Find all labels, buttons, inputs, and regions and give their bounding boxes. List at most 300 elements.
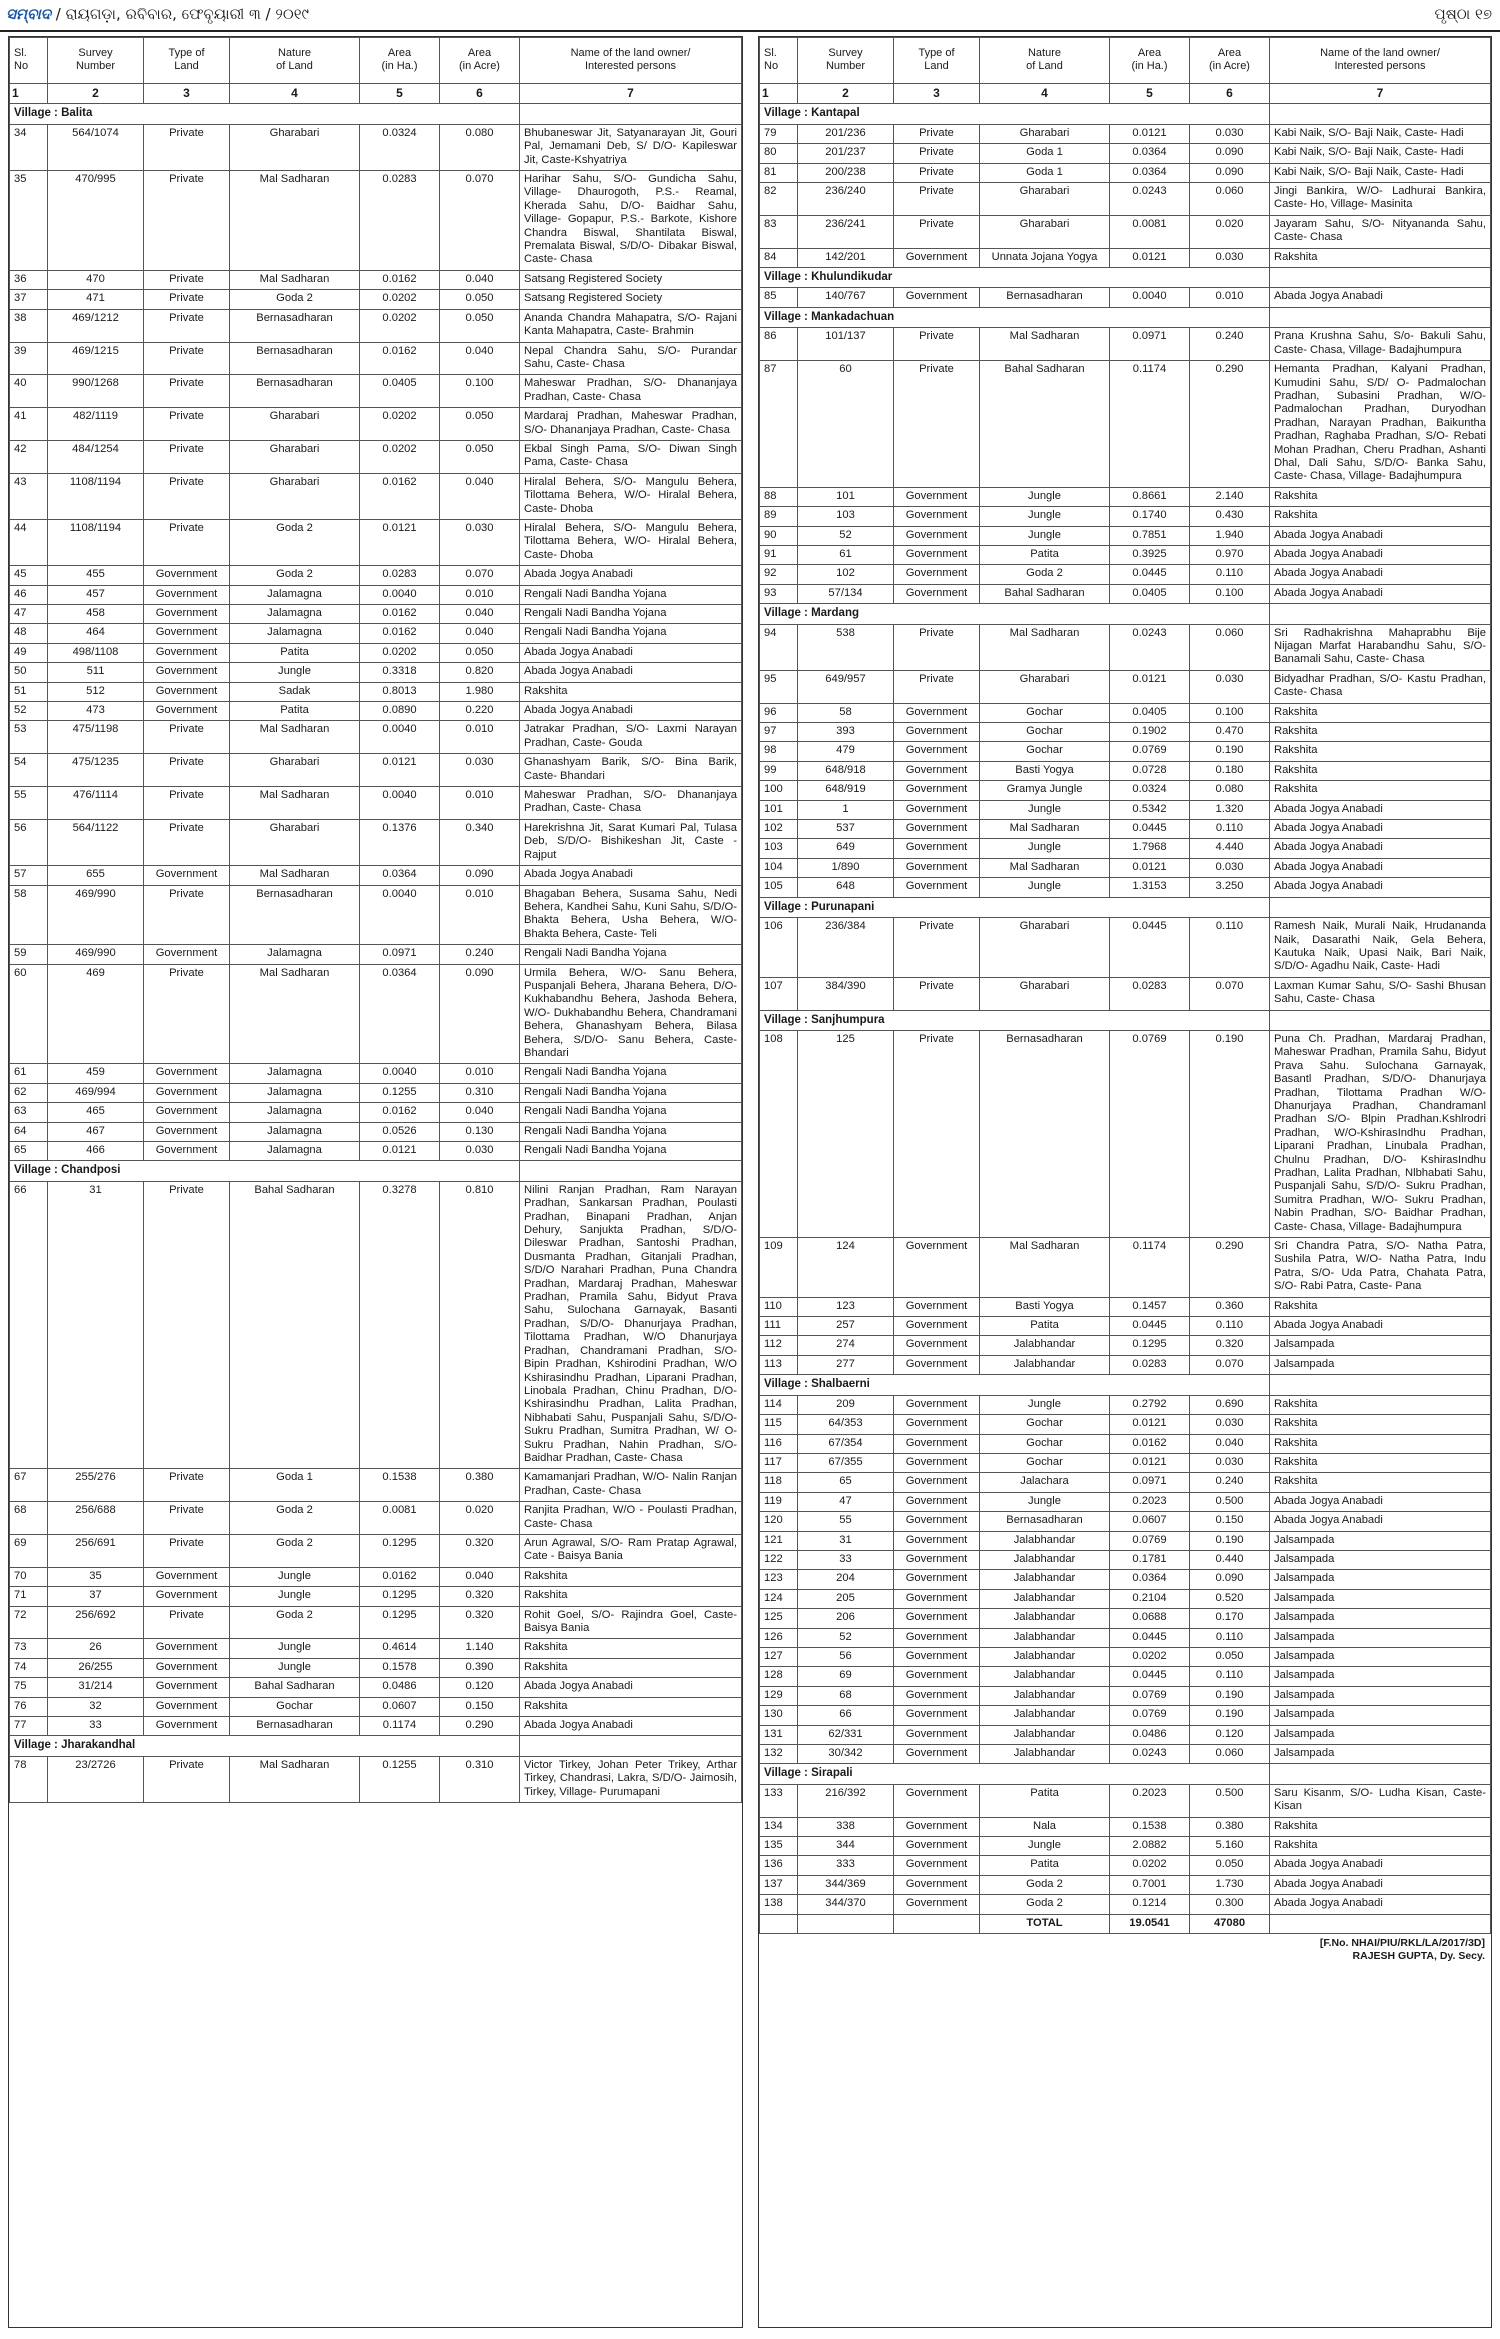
cell-land-type: Private <box>894 163 980 182</box>
cell-area-acre: 0.060 <box>1190 1745 1270 1764</box>
cell-land-type: Government <box>144 566 230 585</box>
table-row <box>760 507 1491 526</box>
cell-area-acre: 0.090 <box>1190 163 1270 182</box>
cell-sl-no: 48 <box>10 624 48 643</box>
table-row <box>10 585 742 604</box>
cell-sl-no: 131 <box>760 1725 798 1744</box>
cell-land-type: Private <box>144 290 230 309</box>
cell-land-type: Government <box>894 858 980 877</box>
cell-land-type: Private <box>144 342 230 375</box>
cell-owner-name: Abada Jogya Anabadi <box>1270 820 1491 839</box>
cell-area-ha: 0.0607 <box>1110 1512 1190 1531</box>
cell-land-nature: Jungle <box>980 526 1110 545</box>
cell-survey-number: 103 <box>798 507 894 526</box>
cell-owner-name: Laxman Kumar Sahu, S/O- Sashi Bhusan Sahu, Caste- Chasa <box>1270 977 1491 1010</box>
cell-survey-number: 64/353 <box>798 1415 894 1434</box>
cell-area-ha: 0.1295 <box>360 1606 440 1639</box>
cell-owner-name: Jalsampada <box>1270 1550 1491 1569</box>
cell-land-nature: Jungle <box>980 839 1110 858</box>
table-row <box>760 565 1491 584</box>
cell-area-ha: 0.0364 <box>1110 163 1190 182</box>
cell-owner-name: Rakshita <box>1270 248 1491 267</box>
cell-sl-no: 99 <box>760 761 798 780</box>
cell-land-type: Private <box>144 787 230 820</box>
cell-survey-number: 68 <box>798 1686 894 1705</box>
cell-land-nature: Gharabari <box>230 124 360 170</box>
cell-survey-number: 67/355 <box>798 1453 894 1472</box>
cell-survey-number: 35 <box>48 1567 144 1586</box>
cell-survey-number: 538 <box>798 624 894 670</box>
table-header-row <box>10 38 742 84</box>
cell-sl-no: 76 <box>10 1697 48 1716</box>
village-heading-row <box>760 604 1491 624</box>
cell-owner-name: Abada Jogya Anabadi <box>520 643 742 662</box>
cell-land-nature: Bernasadharan <box>230 309 360 342</box>
table-row <box>10 624 742 643</box>
cell-land-nature: Jalabhandar <box>980 1570 1110 1589</box>
cell-area-acre: 0.020 <box>440 1502 520 1535</box>
cell-sl-no: 82 <box>760 183 798 216</box>
cell-land-nature: Gochar <box>980 723 1110 742</box>
cell-sl-no: 108 <box>760 1030 798 1237</box>
cell-area-ha: 0.0202 <box>360 309 440 342</box>
cell-area-acre: 0.050 <box>440 643 520 662</box>
cell-sl-no: 57 <box>10 866 48 885</box>
cell-area-ha: 0.1255 <box>360 1083 440 1102</box>
cell-survey-number: 458 <box>48 605 144 624</box>
cell-area-acre: 0.050 <box>1190 1856 1270 1875</box>
village-name: Village : Mankadachuan <box>760 307 1270 327</box>
cell-survey-number: 209 <box>798 1395 894 1414</box>
cell-land-type: Government <box>894 1453 980 1472</box>
cell-sl-no: 109 <box>760 1238 798 1298</box>
cell-sl-no: 92 <box>760 565 798 584</box>
cell-land-type: Government <box>894 1875 980 1894</box>
cell-area-ha: 0.0202 <box>360 290 440 309</box>
cell-land-type: Government <box>894 1647 980 1666</box>
col-header-type: Type of Land <box>144 38 230 84</box>
cell-land-type: Private <box>894 183 980 216</box>
cell-survey-number: 655 <box>48 866 144 885</box>
cell-land-type: Government <box>144 1083 230 1102</box>
cell-land-nature: Jungle <box>980 487 1110 506</box>
cell-area-acre: 0.090 <box>440 866 520 885</box>
cell-land-nature: Mal Sadharan <box>980 820 1110 839</box>
cell-survey-number: 123 <box>798 1297 894 1316</box>
cell-survey-number: 469/1215 <box>48 342 144 375</box>
cell-land-nature: Bernasadharan <box>980 288 1110 307</box>
cell-land-type: Government <box>894 1856 980 1875</box>
cell-area-ha: 0.0162 <box>360 270 440 289</box>
cell-owner-name: Rakshita <box>520 1697 742 1716</box>
cell-survey-number: 52 <box>798 526 894 545</box>
cell-land-nature: Jungle <box>980 1395 1110 1414</box>
cell-survey-number: 61 <box>798 545 894 564</box>
table-row <box>10 787 742 820</box>
cell-area-ha: 0.0243 <box>1110 1745 1190 1764</box>
cell-land-type: Government <box>144 1103 230 1122</box>
cell-area-acre: 4.440 <box>1190 839 1270 858</box>
cell-land-nature: Jalabhandar <box>980 1336 1110 1355</box>
cell-survey-number: 465 <box>48 1103 144 1122</box>
cell-sl-no: 65 <box>10 1142 48 1161</box>
cell-owner-name: Jayaram Sahu, S/O- Nityananda Sahu, Caste- Chasa <box>1270 215 1491 248</box>
cell-area-acre: 0.030 <box>440 754 520 787</box>
cell-land-nature: Jalamagna <box>230 1122 360 1141</box>
cell-area-acre: 0.190 <box>1190 1686 1270 1705</box>
cell-survey-number: 57/134 <box>798 584 894 603</box>
cell-area-ha: 0.1174 <box>1110 361 1190 488</box>
cell-land-nature: Jungle <box>980 878 1110 897</box>
cell-area-acre: 0.390 <box>440 1658 520 1677</box>
table-row <box>760 124 1491 143</box>
cell-survey-number: 255/276 <box>48 1469 144 1502</box>
cell-land-nature: Bernasadharan <box>980 1512 1110 1531</box>
page-number: ପୃଷ୍ଠା ୧୭ <box>1434 5 1492 23</box>
total-label: TOTAL <box>980 1914 1110 1933</box>
cell-area-acre: 0.030 <box>1190 1453 1270 1472</box>
cell-area-acre: 0.290 <box>440 1717 520 1736</box>
cell-survey-number: 102 <box>798 565 894 584</box>
cell-sl-no: 87 <box>760 361 798 488</box>
cell-land-nature: Gochar <box>980 1415 1110 1434</box>
cell-land-nature: Basti Yogya <box>980 761 1110 780</box>
cell-land-type: Private <box>894 670 980 703</box>
cell-area-ha: 0.0121 <box>360 754 440 787</box>
table-row <box>760 781 1491 800</box>
cell-owner-name: Rakshita <box>1270 1297 1491 1316</box>
cell-land-type: Government <box>144 1142 230 1161</box>
cell-land-type: Private <box>894 215 980 248</box>
table-row <box>760 1667 1491 1686</box>
cell-sl-no: 130 <box>760 1706 798 1725</box>
cell-survey-number: 101/137 <box>798 328 894 361</box>
cell-area-acre: 0.290 <box>1190 361 1270 488</box>
cell-land-type: Private <box>144 721 230 754</box>
cell-land-nature: Goda 2 <box>980 1875 1110 1894</box>
cell-area-acre: 0.820 <box>440 663 520 682</box>
cell-area-acre: 0.970 <box>1190 545 1270 564</box>
cell-land-nature: Jalabhandar <box>980 1589 1110 1608</box>
table-row <box>760 144 1491 163</box>
cell-land-type: Government <box>144 585 230 604</box>
cell-survey-number: 470/995 <box>48 171 144 271</box>
table-row <box>10 270 742 289</box>
cell-survey-number: 649 <box>798 839 894 858</box>
table-row <box>760 1355 1491 1374</box>
cell-land-nature: Goda 2 <box>980 1895 1110 1914</box>
cell-area-acre: 0.110 <box>1190 1667 1270 1686</box>
cell-area-acre: 0.320 <box>440 1606 520 1639</box>
cell-owner-name: Abada Jogya Anabadi <box>1270 545 1491 564</box>
cell-land-type: Government <box>894 1238 980 1298</box>
cell-area-acre: 0.040 <box>440 342 520 375</box>
cell-area-acre: 0.070 <box>440 566 520 585</box>
cell-land-nature: Goda 2 <box>230 1502 360 1535</box>
cell-sl-no: 104 <box>760 858 798 877</box>
table-row <box>760 1550 1491 1569</box>
col-header-owner: Name of the land owner/ Interested persons <box>520 38 742 84</box>
cell-survey-number: 512 <box>48 682 144 701</box>
cell-owner-name: Rakshita <box>1270 1453 1491 1472</box>
cell-land-type: Government <box>894 1395 980 1414</box>
cell-survey-number: 479 <box>798 742 894 761</box>
cell-owner-name: Jalsampada <box>1270 1667 1491 1686</box>
cell-survey-number: 31/214 <box>48 1678 144 1697</box>
table-row <box>760 1628 1491 1647</box>
cell-sl-no: 96 <box>760 703 798 722</box>
cell-owner-name: Rakshita <box>520 682 742 701</box>
cell-sl-no: 134 <box>760 1817 798 1836</box>
cell-sl-no: 46 <box>10 585 48 604</box>
cell-area-acre: 0.220 <box>440 702 520 721</box>
table-row <box>10 375 742 408</box>
cell-survey-number: 498/1108 <box>48 643 144 662</box>
cell-area-acre: 1.730 <box>1190 1875 1270 1894</box>
table-row <box>760 1336 1491 1355</box>
cell-survey-number: 32 <box>48 1697 144 1716</box>
cell-land-nature: Jungle <box>230 1658 360 1677</box>
cell-area-acre: 0.050 <box>440 408 520 441</box>
cell-area-ha: 0.0486 <box>360 1678 440 1697</box>
cell-area-ha: 0.0202 <box>360 643 440 662</box>
cell-land-type: Government <box>894 1745 980 1764</box>
col-header-type: Type of Land <box>894 38 980 84</box>
cell-survey-number: 23/2726 <box>48 1756 144 1802</box>
cell-land-nature: Goda 1 <box>980 163 1110 182</box>
cell-area-ha: 0.0121 <box>1110 1453 1190 1472</box>
table-row <box>10 754 742 787</box>
cell-area-acre: 0.070 <box>440 171 520 271</box>
cell-land-nature: Bahal Sadharan <box>980 361 1110 488</box>
cell-sl-no: 44 <box>10 519 48 565</box>
cell-sl-no: 56 <box>10 819 48 865</box>
village-name: Village : Balita <box>10 104 520 124</box>
cell-owner-name: Rakshita <box>1270 1434 1491 1453</box>
cell-owner-name: Abada Jogya Anabadi <box>1270 584 1491 603</box>
cell-land-nature: Jalabhandar <box>980 1609 1110 1628</box>
cell-owner-name: Rengali Nadi Bandha Yojana <box>520 624 742 643</box>
cell-land-nature: Bahal Sadharan <box>230 1678 360 1697</box>
cell-survey-number: 344/369 <box>798 1875 894 1894</box>
cell-owner-name: Abada Jogya Anabadi <box>1270 288 1491 307</box>
table-row <box>760 545 1491 564</box>
cell-owner-name: Abada Jogya Anabadi <box>520 566 742 585</box>
cell-land-type: Government <box>144 1122 230 1141</box>
cell-owner-name: Jalsampada <box>1270 1647 1491 1666</box>
cell-area-ha: 0.0769 <box>1110 742 1190 761</box>
cell-area-ha: 0.0202 <box>360 440 440 473</box>
cell-owner-name: Rengali Nadi Bandha Yojana <box>520 605 742 624</box>
cell-area-acre: 0.100 <box>1190 703 1270 722</box>
village-name: Village : Kantapal <box>760 104 1270 124</box>
cell-land-nature: Mal Sadharan <box>230 171 360 271</box>
cell-survey-number: 26/255 <box>48 1658 144 1677</box>
cell-area-ha: 0.0162 <box>360 473 440 519</box>
cell-survey-number: 648/919 <box>798 781 894 800</box>
cell-land-nature: Jalamagna <box>230 1103 360 1122</box>
cell-survey-number: 30/342 <box>798 1745 894 1764</box>
table-row <box>760 183 1491 216</box>
cell-area-acre: 0.010 <box>440 1064 520 1083</box>
cell-sl-no: 40 <box>10 375 48 408</box>
cell-land-type: Government <box>894 1550 980 1569</box>
table-row <box>760 361 1491 488</box>
cell-owner-name: Hiralal Behera, S/O- Mangulu Behera, Tilottama Behera, W/O- Hiralal Behera, Caste- Dhoba <box>520 519 742 565</box>
cell-area-ha: 0.1214 <box>1110 1895 1190 1914</box>
notice-footer <box>1320 1937 1485 1963</box>
cell-area-acre: 0.040 <box>440 473 520 519</box>
cell-land-type: Private <box>144 375 230 408</box>
table-row <box>10 945 742 964</box>
col-header-owner: Name of the land owner/ Interested persons <box>1270 38 1491 84</box>
table-row <box>10 309 742 342</box>
col-header-sl: Sl. No <box>760 38 798 84</box>
cell-land-type: Private <box>894 918 980 978</box>
cell-land-type: Private <box>144 124 230 170</box>
table-row <box>10 566 742 585</box>
cell-area-ha: 0.0162 <box>360 342 440 375</box>
cell-land-type: Government <box>894 1570 980 1589</box>
cell-area-ha: 0.1174 <box>360 1717 440 1736</box>
land-acquisition-table-left <box>9 37 742 1803</box>
village-name: Village : Shalbaerni <box>760 1375 1270 1395</box>
village-heading-row <box>760 1010 1491 1030</box>
cell-area-acre: 0.380 <box>440 1469 520 1502</box>
cell-sl-no: 138 <box>760 1895 798 1914</box>
cell-survey-number: 1108/1194 <box>48 473 144 519</box>
cell-land-type: Government <box>894 1434 980 1453</box>
cell-survey-number: 37 <box>48 1587 144 1606</box>
cell-owner-name: Rakshita <box>520 1587 742 1606</box>
cell-land-type: Private <box>144 519 230 565</box>
cell-owner-name: Rengali Nadi Bandha Yojana <box>520 945 742 964</box>
cell-owner-name: Jalsampada <box>1270 1589 1491 1608</box>
table-row <box>10 866 742 885</box>
cell-owner-name: Mardaraj Pradhan, Maheswar Pradhan, S/O- Dhananjaya Pradhan, Caste- Chasa <box>520 408 742 441</box>
cell-survey-number: 204 <box>798 1570 894 1589</box>
cell-survey-number: 140/767 <box>798 288 894 307</box>
cell-owner-name: Urmila Behera, W/O- Sanu Behera, Puspanjali Behera, Jharana Behera, D/O- Kukhabandhu Behera, Jashoda Behera, W/O- Dukhabandhu Behera, Chandramani Behera, Ghanashyam Behera, Bilasa Behera, S/D/O- Sanu Behera, Caste- Bhandari <box>520 964 742 1064</box>
cell-land-nature: Mal Sadharan <box>230 721 360 754</box>
cell-area-ha: 0.0283 <box>360 566 440 585</box>
cell-land-nature: Jalamagna <box>230 624 360 643</box>
cell-owner-name: Abada Jogya Anabadi <box>1270 1875 1491 1894</box>
cell-area-acre: 1.940 <box>1190 526 1270 545</box>
village-name: Village : Sanjhumpura <box>760 1010 1270 1030</box>
cell-land-type: Private <box>894 624 980 670</box>
total-area-ha: 19.0541 <box>1110 1914 1190 1933</box>
cell-area-acre: 0.320 <box>1190 1336 1270 1355</box>
cell-sl-no: 102 <box>760 820 798 839</box>
table-row <box>10 1083 742 1102</box>
table-row <box>760 248 1491 267</box>
cell-area-acre: 0.380 <box>1190 1817 1270 1836</box>
table-row <box>760 215 1491 248</box>
cell-area-ha: 0.7851 <box>1110 526 1190 545</box>
cell-survey-number: 459 <box>48 1064 144 1083</box>
cell-area-acre: 0.190 <box>1190 1030 1270 1237</box>
cell-survey-number: 216/392 <box>798 1784 894 1817</box>
cell-area-ha: 0.1174 <box>1110 1238 1190 1298</box>
table-row <box>10 1469 742 1502</box>
cell-land-type: Government <box>144 702 230 721</box>
cell-survey-number: 33 <box>48 1717 144 1736</box>
cell-survey-number: 649/957 <box>798 670 894 703</box>
cell-land-type: Private <box>894 144 980 163</box>
cell-owner-name: Abada Jogya Anabadi <box>520 1717 742 1736</box>
cell-land-nature: Goda 2 <box>230 566 360 585</box>
cell-survey-number: 65 <box>798 1473 894 1492</box>
cell-survey-number: 201/236 <box>798 124 894 143</box>
table-row <box>10 1567 742 1586</box>
cell-area-ha: 0.0769 <box>1110 1686 1190 1705</box>
cell-area-acre: 0.070 <box>1190 1355 1270 1374</box>
cell-owner-name: Victor Tirkey, Johan Peter Trikey, Arthar Tirkey, Chandrasi, Lakra, S/D/O- Jaimosih, Tirkey, Village- Purumapani <box>520 1756 742 1802</box>
cell-land-nature: Gharabari <box>980 977 1110 1010</box>
cell-owner-name: Abada Jogya Anabadi <box>1270 1492 1491 1511</box>
cell-owner-name: Sri Radhakrishna Mahaprabhu Bije Nijagan Marfat Harabandhu Sahu, S/O- Banamali Sahu, Caste- Chasa <box>1270 624 1491 670</box>
cell-sl-no: 34 <box>10 124 48 170</box>
cell-area-acre: 5.160 <box>1190 1837 1270 1856</box>
cell-survey-number: 338 <box>798 1817 894 1836</box>
cell-sl-no: 69 <box>10 1534 48 1567</box>
land-table-left-panel <box>8 36 743 2328</box>
cell-land-nature: Gharabari <box>230 440 360 473</box>
cell-area-ha: 0.0121 <box>360 1142 440 1161</box>
cell-area-ha: 0.0971 <box>1110 1473 1190 1492</box>
cell-owner-name: Ramesh Naik, Murali Naik, Hrudananda Naik, Dasarathi Naik, Gela Behera, Kautuka Naik, Upasi Naik, Bari Naik, S/D/O- Agadhu Naik, Caste- Hadi <box>1270 918 1491 978</box>
cell-land-type: Private <box>144 964 230 1064</box>
cell-owner-name: Rakshita <box>1270 723 1491 742</box>
table-row <box>760 1473 1491 1492</box>
cell-land-nature: Basti Yogya <box>980 1297 1110 1316</box>
newspaper-logo: ସମ୍ବାଦ <box>6 5 51 23</box>
cell-land-nature: Jalamagna <box>230 945 360 964</box>
cell-sl-no: 94 <box>760 624 798 670</box>
masthead-info <box>6 5 309 23</box>
cell-owner-name: Abada Jogya Anabadi <box>1270 1895 1491 1914</box>
cell-land-type: Government <box>894 1837 980 1856</box>
cell-area-acre: 0.040 <box>440 605 520 624</box>
cell-area-ha: 0.2023 <box>1110 1492 1190 1511</box>
village-heading-row <box>760 897 1491 917</box>
col-header-nature: Nature of Land <box>980 38 1110 84</box>
cell-sl-no: 136 <box>760 1856 798 1875</box>
cell-sl-no: 89 <box>760 507 798 526</box>
cell-area-ha: 0.4614 <box>360 1639 440 1658</box>
cell-area-ha: 0.0202 <box>1110 1647 1190 1666</box>
cell-survey-number: 475/1198 <box>48 721 144 754</box>
cell-area-ha: 0.0121 <box>1110 124 1190 143</box>
cell-area-acre: 0.810 <box>440 1181 520 1469</box>
cell-survey-number: 470 <box>48 270 144 289</box>
cell-land-type: Government <box>894 526 980 545</box>
col-header-sl: Sl. No <box>10 38 48 84</box>
cell-owner-name: Satsang Registered Society <box>520 270 742 289</box>
cell-land-type: Government <box>894 1609 980 1628</box>
cell-area-ha: 0.0364 <box>360 964 440 1064</box>
cell-owner-name: Rakshita <box>520 1639 742 1658</box>
land-table-right-panel <box>758 36 1492 2328</box>
cell-area-acre: 0.060 <box>1190 624 1270 670</box>
cell-land-nature: Patita <box>980 1856 1110 1875</box>
cell-area-ha: 0.1578 <box>360 1658 440 1677</box>
table-row <box>760 723 1491 742</box>
cell-area-ha: 0.0121 <box>1110 858 1190 877</box>
cell-survey-number: 236/240 <box>798 183 894 216</box>
cell-area-ha: 0.0202 <box>1110 1856 1190 1875</box>
